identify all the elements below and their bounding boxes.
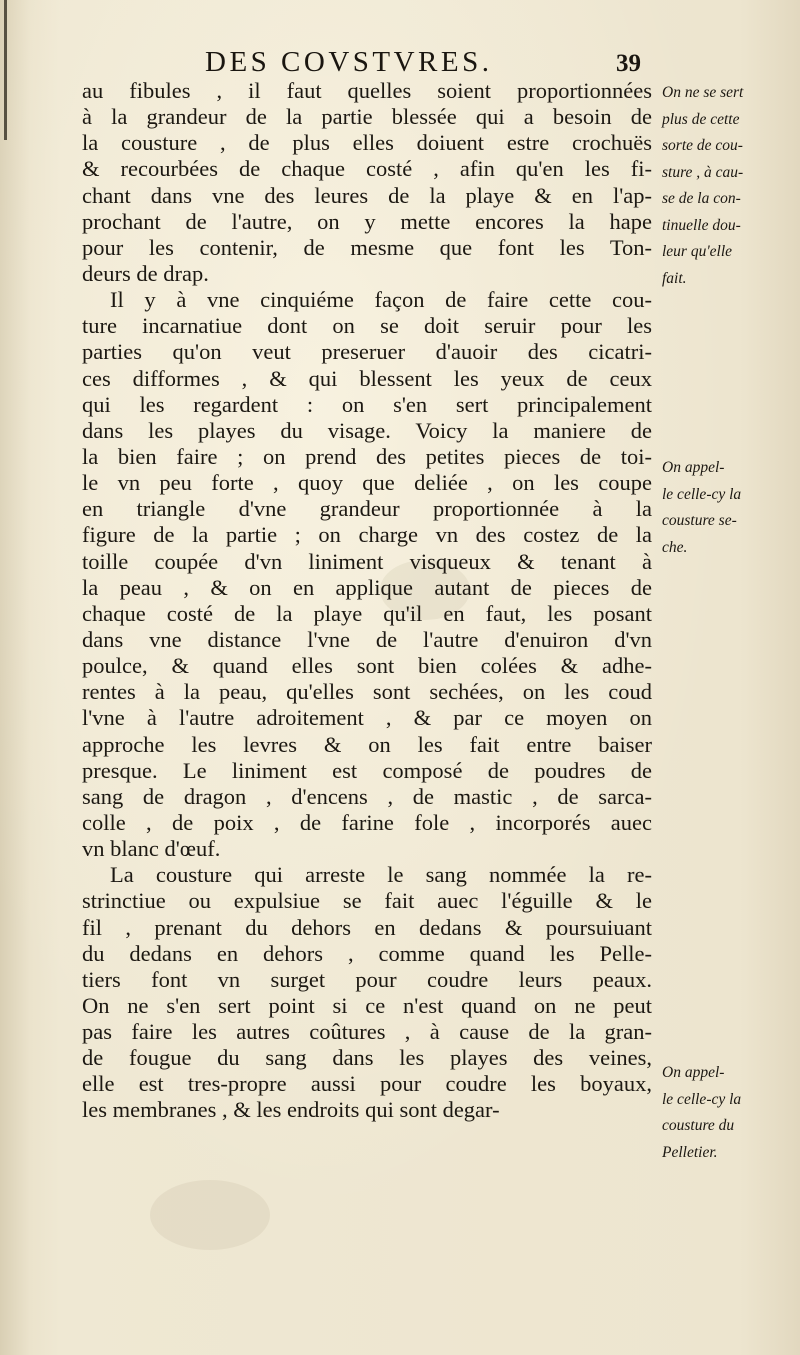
text-line: fil , prenant du dehors en dedans & poursuiuant [82,914,652,940]
text-line: la cousture , de plus elles doiuent estre crochuës [82,130,652,156]
margin-note-line: sture , à cau- [662,163,744,181]
text-line: vn blanc d'œuf. [82,836,221,862]
running-title: DES COVSTVRES. [205,46,493,78]
text-line: figure de la partie ; on charge vn des costez de la [82,522,652,548]
text-line: la peau , & on en applique autant de pieces de [82,574,652,600]
margin-note-line: cousture du [662,1117,735,1134]
text-line: & recourbées de chaque costé , afin qu'en les fi- [82,156,652,182]
page-number: 39 [616,50,641,77]
margin-note-dry-suture [662,455,800,561]
margin-note-furrier-suture [662,1060,800,1166]
text-line: elle est tres-propre aussi pour coudre les boyaux, [82,1071,652,1097]
text-line: approche les levres & on les fait entre baiser [82,731,652,757]
margin-note-line: tinuelle dou- [662,216,741,234]
text-line: pas faire les autres coûtures , à cause de la gran- [82,1019,652,1045]
text-line: chant dans vne des leures de la playe & en l'ap- [82,182,652,208]
text-line: poulce, & quand elles sont bien colées & adhe- [82,653,652,679]
text-line: le vn peu forte , quoy que deliée , on les coupe [82,470,652,496]
margin-note-dry-suture-disuse [662,80,800,292]
text-line: parties qu'on veut preseruer d'auoir des cicatri- [82,339,652,365]
margin-note-line: plus de cette [662,110,740,128]
text-line: strinctiue ou expulsiue se fait auec l'éguille & le [82,888,652,914]
text-line: On ne s'en sert point si ce n'est quand on ne peut [82,992,652,1018]
text-line: prochant de l'autre, on y mette encores la hape [82,208,652,234]
text-line: tiers font vn surget pour coudre leurs peaux. [82,966,652,992]
text-line: chaque costé de la playe qu'il en faut, les posant [82,600,652,626]
margin-note-line: On appel- [662,459,725,476]
margin-note-line: che. [662,538,688,556]
text-line: au fibules , il faut quelles soient proportionnées [82,78,652,103]
margin-note-line: On appel- [662,1064,725,1081]
text-line: deurs de drap. [82,260,209,286]
text-line: ces difformes , & qui blessent les yeux de ceux [82,365,652,391]
text-line: La cousture qui arreste le sang nommée la re- [110,862,652,888]
text-line: dans vne distance l'vne de l'autre d'enuiron d'vn [82,626,652,652]
margin-note-line: le celle-cy la [662,1090,742,1108]
text-line: en triangle d'vne grandeur proportionnée à la [82,496,652,522]
margin-note-line: se de la con- [662,190,741,207]
margin-note-line: cousture se- [662,512,737,529]
margin-note-line: leur qu'elle [662,243,733,260]
text-line: de fougue du sang dans les playes des veines, [82,1045,652,1071]
text-line: colle , de poix , de farine fole , incorporés auec [82,809,652,835]
text-line: la bien faire ; on prend des petites pieces de toi- [82,443,652,469]
text-line: l'vne à l'autre adroitement , & par ce moyen on [82,705,652,731]
margin-note-line: Pelletier. [662,1143,718,1161]
body-text [82,78,652,1124]
margin-note-line: fait. [662,269,687,287]
text-line: les membranes , & les endroits qui sont degar- [82,1097,500,1123]
paper-stain [150,1180,270,1250]
margin-note-line: On ne se sert [662,84,744,101]
margin-note-line: le celle-cy la [662,485,742,503]
text-line: presque. Le liniment est composé de poudres de [82,757,652,783]
text-line: pour les contenir, de mesme que font les Ton- [82,234,652,260]
text-line: qui les regardent : on s'en sert principalement [82,391,652,417]
text-line: dans les playes du visage. Voicy la maniere de [82,417,652,443]
text-line: rentes à la peau, qu'elles sont sechées, on les coud [82,679,652,705]
text-line: Il y à vne cinquiéme façon de faire cette cou- [110,287,652,313]
text-line: à la grandeur de la partie blessée qui a besoin de [82,104,652,130]
text-line: ture incarnatiue dont on se doit seruir pour les [82,313,652,339]
margin-note-line: sorte de cou- [662,137,743,154]
text-line: sang de dragon , d'encens , de mastic , de sarca- [82,783,652,809]
text-line: toille coupée d'vn liniment visqueux & tenant à [82,548,652,574]
text-line: du dedans en dehors , comme quand les Pelle- [82,940,652,966]
